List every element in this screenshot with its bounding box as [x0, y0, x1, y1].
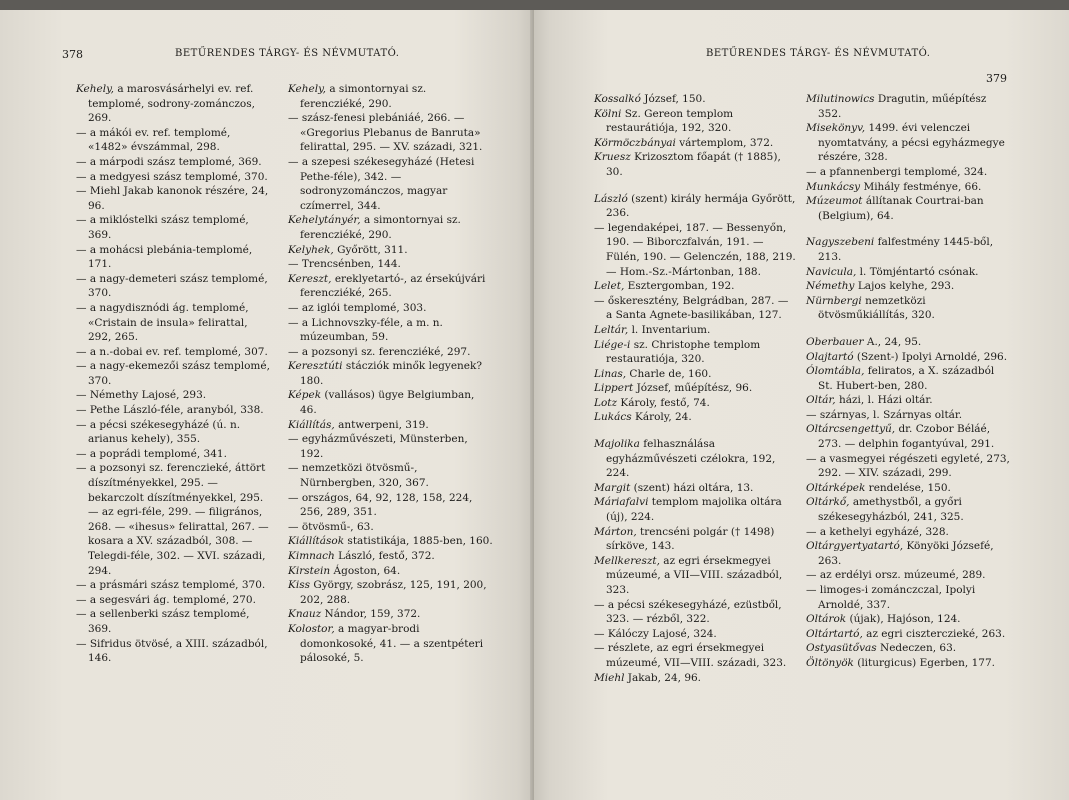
entry-text: — Pethe László-féle, aranyból, 338.	[76, 404, 264, 417]
index-entry	[594, 627, 796, 642]
entry-text: ereklyetartó-, az érsekújvári ferencziéké, 265.	[300, 272, 486, 300]
index-entry	[76, 403, 272, 418]
entry-headword: Márton,	[594, 525, 637, 538]
entry-text: — részlete, az egri érsekmegyei múzeumé, VII—VIII. századi, 323.	[594, 642, 787, 669]
index-entry	[288, 82, 494, 111]
index-entry	[594, 598, 796, 627]
index-entry	[806, 364, 1012, 393]
index-entry	[76, 593, 272, 608]
entry-text: — szász-fenesi plebániáé, 266. — «Gregorius Plebanus de Banruta» felirattal, 295. — XV. századi, 321.	[288, 112, 483, 154]
index-entry	[594, 396, 796, 411]
index-entry	[594, 554, 796, 598]
index-entry	[288, 301, 494, 316]
index-entry	[76, 447, 272, 462]
entry-headword: Kiss	[288, 579, 310, 592]
index-entry	[806, 481, 1012, 496]
entry-headword: Olajtartó	[806, 350, 854, 363]
index-entry	[76, 345, 272, 360]
entry-text: (szent) király hermája Győrött, 236.	[606, 192, 796, 220]
entry-text: A., 24, 95.	[863, 335, 922, 348]
entry-headword: Oltár,	[806, 394, 836, 407]
entry-text: György, szobrász, 125, 191, 200, 202, 288.	[300, 579, 487, 606]
index-entry	[288, 491, 494, 520]
entry-headword: Máriafalvi	[594, 496, 649, 509]
entry-text: Nedeczen, 63.	[876, 642, 957, 655]
index-entry	[76, 578, 272, 593]
index-entry	[288, 155, 494, 213]
entry-text: — a Lichnovszky-féle, a m. n. múzeumban, 59.	[288, 316, 443, 344]
entry-text: az egri ciszterczieké, 263.	[862, 627, 1006, 640]
entry-text: Sz. Gereon templom restaurátiója, 192, 320.	[606, 107, 734, 135]
entry-headword: Kelyhek,	[288, 243, 334, 256]
index-entry	[806, 294, 1012, 323]
entry-headword: Nürnbergi	[806, 294, 862, 307]
index-entry	[594, 136, 796, 151]
entry-headword: Linas,	[594, 367, 627, 380]
index-entry	[806, 194, 1012, 223]
index-entry	[288, 243, 494, 258]
entry-text: vártemplom, 372.	[675, 136, 774, 149]
index-entry	[288, 578, 494, 607]
index-entry	[76, 155, 272, 170]
index-entry	[594, 671, 796, 686]
entry-headword: Kiállítás,	[288, 418, 335, 431]
index-entry	[288, 607, 494, 622]
index-entry	[806, 568, 1012, 583]
index-entry	[76, 359, 272, 388]
page-number: 379	[986, 72, 1007, 85]
entry-text: Charle de, 160.	[626, 367, 712, 380]
entry-text: Károly, festő, 74.	[617, 396, 710, 409]
entry-headword: Kölni	[594, 107, 622, 120]
entry-headword: Oltárkő,	[806, 496, 850, 509]
entry-text: — Némethy Lajosé, 293.	[76, 389, 207, 402]
index-entry	[806, 265, 1012, 280]
index-entry	[288, 564, 494, 579]
entry-text: házi, l. Házi oltár.	[835, 394, 933, 407]
entry-text: (Szent-) Ipolyi Arnoldé, 296.	[853, 350, 1008, 363]
entry-text: statistikája, 1885-ben, 160.	[344, 535, 493, 548]
index-entry	[594, 481, 796, 496]
entry-text: — Miehl Jakab kanonok részére, 24, 96.	[76, 185, 269, 212]
entry-headword: Némethy	[806, 280, 855, 293]
entry-headword: Oltárok	[806, 613, 847, 626]
entry-text: — a pozsonyi sz. ferenczieké, áttört díszítményekkel, 295. — bekarczolt díszítményekkel, 295. — az egri-féle, 299. — filigrános, 268. — «ihesus» felirattal, 267. — kosara a XV. századból, 308. — Telegdi-féle, 302. — XVI. századi, 294.	[76, 462, 269, 577]
entry-text: — a mákói ev. ref. templomé, «1482» évszámmal, 298.	[76, 126, 231, 154]
entry-text: — a n.-dobai ev. ref. templomé, 307.	[76, 345, 268, 358]
entry-text: József, műépítész, 96.	[633, 382, 753, 395]
entry-text: feliratos, a X. századból St. Hubert-ben, 280.	[818, 365, 995, 392]
index-column-1	[594, 92, 796, 685]
entry-text: (liturgicus) Egerben, 177.	[853, 656, 995, 669]
entry-text: Könyöki Józsefé, 263.	[818, 540, 994, 567]
index-column-1	[76, 82, 272, 666]
entry-headword: Mellkereszt,	[594, 554, 660, 567]
index-entry	[288, 534, 494, 549]
index-entry	[76, 213, 272, 242]
index-entry	[806, 165, 1012, 180]
index-entry	[76, 461, 272, 578]
index-entry	[288, 388, 494, 417]
entry-text: a simontornyai sz. ferencziéké, 290.	[300, 214, 461, 241]
entry-text: rendelése, 150.	[865, 481, 951, 494]
index-entry	[806, 92, 1012, 121]
entry-text: a simontornyai sz. ferencziéké, 290.	[300, 83, 427, 110]
index-entry	[806, 641, 1012, 656]
entry-text: Mihály festménye, 66.	[860, 180, 982, 193]
entry-headword: Liége-i	[594, 338, 631, 351]
entry-headword: Ostyasütővas	[806, 642, 877, 655]
entry-text: trencséni polgár († 1498) sírköve, 143.	[606, 525, 775, 553]
index-entry	[288, 257, 494, 272]
entry-text: — a pfannenbergi templomé, 324.	[806, 165, 988, 178]
entry-text: — egyházművészeti, Münsterben, 192.	[288, 433, 468, 460]
index-entry	[806, 235, 1012, 264]
index-entry	[288, 549, 494, 564]
index-entry	[594, 192, 796, 221]
entry-text: Lajos kelyhe, 293.	[854, 280, 955, 293]
index-entry	[288, 345, 494, 360]
entry-text: állítanak Courtrai-ban (Belgium), 64.	[818, 195, 984, 222]
index-entry	[594, 381, 796, 396]
entry-text: l. Tömjéntartó csónak.	[856, 265, 979, 278]
index-entry	[806, 495, 1012, 524]
entry-text: — őskeresztény, Belgrádban, 287. — a Santa Agnete-basilikában, 127.	[594, 294, 789, 322]
entry-text: — a vasmegyei régészeti egyleté, 273, 292. — XIV. századi, 299.	[806, 452, 1010, 480]
entry-text: a magyar-brodi domonkosoké, 41. — a szentpéteri pálosoké, 5.	[300, 622, 484, 665]
entry-text: — ötvösmű-, 63.	[288, 520, 374, 533]
right-page	[534, 10, 1069, 800]
entry-headword: Munkácsy	[806, 180, 861, 193]
entry-text: Győrött, 311.	[333, 243, 408, 256]
entry-headword: Nagyszebeni	[806, 236, 875, 249]
entry-headword: Misekönyv,	[806, 122, 866, 135]
entry-headword: Kimnach	[288, 550, 335, 562]
entry-text: József, 150.	[640, 93, 706, 105]
entry-headword: László	[594, 192, 628, 205]
index-entry	[806, 525, 1012, 540]
entry-text: Esztergomban, 192.	[624, 280, 735, 293]
entry-headword: Lelet,	[594, 280, 625, 293]
entry-text: — limoges-i zománczczal, Ipolyi Arnoldé, 337.	[806, 584, 976, 611]
entry-text: — Trencsénben, 144.	[288, 258, 401, 271]
entry-text: Krizosztom főapát († 1885), 30.	[606, 151, 781, 178]
entry-text: — a prásmári szász templomé, 370.	[76, 579, 266, 592]
entry-text: Jakab, 24, 96.	[624, 671, 702, 684]
index-entry	[806, 627, 1012, 642]
index-entry	[594, 410, 796, 425]
index-entry	[76, 388, 272, 403]
index-entry	[806, 335, 1012, 350]
index-entry	[594, 92, 796, 107]
entry-text: templom majolika oltára (új), 224.	[606, 496, 782, 524]
entry-headword: Miehl	[594, 671, 625, 684]
entry-text: — a nagydisznódi ág. templomé, «Cristain de insula» felirattal, 292, 265.	[76, 301, 249, 344]
entry-text: Károly, 24.	[631, 411, 692, 424]
entry-text: amethystből, a győri székesegyházból, 241, 325.	[818, 496, 964, 524]
entry-headword: Keresztúti	[288, 360, 343, 373]
index-entry	[76, 607, 272, 636]
entry-headword: Lukács	[594, 411, 632, 424]
index-entry	[76, 82, 272, 126]
entry-headword: Oltárgyertyatartó,	[806, 540, 904, 553]
entry-text: — az iglói templomé, 303.	[288, 301, 427, 314]
index-entry	[806, 539, 1012, 568]
entry-headword: Kirstein	[288, 564, 331, 577]
entry-headword: Kehelytányér,	[288, 214, 361, 227]
entry-text: László, festő, 372.	[334, 550, 435, 562]
index-entry	[806, 350, 1012, 365]
entry-text: l. Inventarium.	[628, 323, 711, 336]
entry-headword: Milutinowics	[806, 93, 875, 105]
entry-headword: Lippert	[594, 382, 634, 395]
index-entry	[288, 461, 494, 490]
index-entry	[594, 641, 796, 670]
entry-headword: Oberbauer	[806, 335, 864, 348]
index-entry	[806, 408, 1012, 423]
index-entry	[288, 359, 494, 388]
index-entry	[594, 338, 796, 367]
index-entry	[76, 184, 272, 213]
index-entry	[76, 243, 272, 272]
entry-headword: Kruesz	[594, 151, 631, 164]
index-entry	[594, 525, 796, 554]
entry-text: — Sifridus ötvösé, a XIII. századból, 146.	[76, 637, 268, 665]
index-entry	[288, 213, 494, 242]
index-entry	[76, 301, 272, 345]
index-entry	[288, 418, 494, 433]
entry-text: felhasználása egyházművészeti czélokra, 192, 224.	[606, 438, 776, 480]
entry-headword: Oltárcsengettyű,	[806, 423, 896, 436]
index-entry	[806, 583, 1012, 612]
entry-text: stácziók minők legyenek? 180.	[300, 360, 483, 387]
index-entry	[76, 272, 272, 301]
index-entry	[288, 520, 494, 535]
index-entry	[76, 126, 272, 155]
entry-headword: Képek	[288, 389, 322, 402]
entry-headword: Kiállítások	[288, 535, 345, 548]
entry-text: sz. Christophe templom restauratiója, 320.	[606, 338, 761, 366]
index-entry	[806, 121, 1012, 165]
entry-text: — a márpodi szász templomé, 369.	[76, 155, 262, 168]
entry-headword: Margit	[594, 481, 631, 494]
entry-text: — a pécsi székesegyházé, ezüstből, 323. — rézből, 322.	[594, 598, 782, 626]
entry-text: az egri érsekmegyei múzeumé, a VII—VIII. századból, 323.	[606, 554, 783, 596]
index-entry	[76, 418, 272, 447]
running-head: BETŰRENDES TÁRGY- ÉS NÉVMUTATÓ.	[706, 48, 931, 59]
index-entry	[288, 432, 494, 461]
entry-text: — a mohácsi plebánia-templomé, 171.	[76, 243, 253, 271]
index-entry	[288, 316, 494, 345]
entry-text: Ágoston, 64.	[330, 564, 401, 577]
entry-text: — a nagy-ekemezői szász templomé, 370.	[76, 360, 270, 387]
index-entry	[806, 180, 1012, 195]
entry-headword: Oltárképek	[806, 481, 866, 494]
index-entry	[806, 656, 1012, 671]
entry-text: — a poprádi templomé, 341.	[76, 447, 227, 460]
entry-text: — országos, 64, 92, 128, 158, 224, 256, 289, 351.	[288, 491, 473, 519]
entry-text: — szárnyas, l. Szárnyas oltár.	[806, 408, 963, 421]
entry-headword: Kehely,	[288, 83, 326, 95]
index-entry	[806, 422, 1012, 451]
index-entry	[288, 622, 494, 666]
index-column-2	[806, 92, 1012, 671]
entry-text: — a miklóstelki szász templomé, 369.	[76, 214, 249, 241]
index-entry	[594, 367, 796, 382]
entry-text: (szent) házi oltára, 13.	[630, 481, 754, 494]
index-entry	[594, 150, 796, 179]
entry-headword: Öltönyök	[806, 656, 854, 669]
entry-text: — a nagy-demeteri szász templomé, 370.	[76, 272, 268, 300]
entry-headword: Majolika	[594, 438, 640, 451]
entry-text: nemzetközi ötvösműkiállítás, 320.	[818, 294, 935, 322]
entry-headword: Kehely,	[76, 83, 114, 95]
index-entry	[594, 495, 796, 524]
entry-headword: Kolostor,	[288, 622, 335, 635]
entry-headword: Navicula,	[806, 265, 857, 278]
index-entry	[594, 221, 796, 279]
entry-text: a marosvásárhelyi ev. ref. templomé, sodrony-zománczos, 269.	[88, 83, 255, 125]
entry-text: — legendaképei, 187. — Bessenyőn, 190. — Biborczfalván, 191. — Fülén, 190. — Gelenczén, 188, 219. — Hom.-Sz.-Mártonban, 188.	[594, 221, 796, 278]
entry-text: falfestmény 1445-ből, 213.	[818, 236, 994, 263]
entry-headword: Múzeumot	[806, 195, 863, 208]
index-entry	[594, 294, 796, 323]
index-entry	[76, 170, 272, 185]
entry-text: — a pozsonyi sz. ferencziéké, 297.	[288, 345, 471, 358]
entry-text: — a pécsi székesegyházé (ú. n. arianus kehely), 355.	[76, 418, 241, 446]
index-entry	[806, 452, 1012, 481]
index-entry	[594, 323, 796, 338]
index-entry	[76, 637, 272, 666]
entry-text: 1499. évi velenczei nyomtatvány, a pécsi egyházmegye részére, 328.	[818, 122, 1005, 164]
index-column-2	[288, 82, 494, 666]
left-page	[0, 10, 534, 800]
index-entry	[594, 279, 796, 294]
entry-text: Nándor, 159, 372.	[321, 608, 421, 621]
index-entry	[806, 393, 1012, 408]
entry-text: antwerpeni, 319.	[334, 418, 429, 431]
index-entry	[594, 107, 796, 136]
entry-headword: Leltár,	[594, 323, 629, 336]
entry-text: — a segesvári ág. templomé, 270.	[76, 593, 256, 606]
index-entry	[594, 437, 796, 481]
index-entry	[806, 612, 1012, 627]
running-head: BETŰRENDES TÁRGY- ÉS NÉVMUTATÓ.	[175, 48, 400, 59]
entry-headword: Kossalkó	[594, 93, 641, 105]
entry-headword: Oltártartó,	[806, 627, 863, 640]
entry-headword: Kereszt,	[288, 272, 332, 285]
index-entry	[288, 272, 494, 301]
page-number: 378	[62, 48, 83, 61]
entry-text: — az erdélyi orsz. múzeumé, 289.	[806, 569, 986, 582]
entry-headword: Körmöczbányai	[594, 136, 676, 149]
index-entry	[288, 111, 494, 155]
entry-text: — a kethelyi egyházé, 328.	[806, 525, 949, 538]
entry-text: dr. Czobor Béláé, 273. — delphin fogantyúval, 291.	[818, 423, 995, 451]
entry-text: Dragutin, műépítész 352.	[818, 93, 987, 120]
entry-headword: Knauz	[288, 608, 322, 621]
entry-text: — nemzetközi ötvösmű-, Nürnbergben, 320, 367.	[288, 462, 429, 490]
entry-text: — Kálóczy Lajosé, 324.	[594, 627, 717, 640]
entry-headword: Lotz	[594, 396, 618, 409]
entry-text: — a szepesi székesegyházé (Hetesi Pethe-féle), 342. — sodronyzománczos, magyar czímerrel, 344.	[288, 155, 475, 212]
entry-text: (újak), Hajóson, 124.	[846, 613, 961, 626]
entry-text: (vallásos) ügye Belgiumban, 46.	[300, 389, 475, 417]
entry-text: — a sellenberki szász templomé, 369.	[76, 608, 250, 635]
index-entry	[806, 279, 1012, 294]
entry-headword: Ólomtábla,	[806, 365, 865, 378]
entry-text: — a medgyesi szász templomé, 370.	[76, 170, 268, 183]
